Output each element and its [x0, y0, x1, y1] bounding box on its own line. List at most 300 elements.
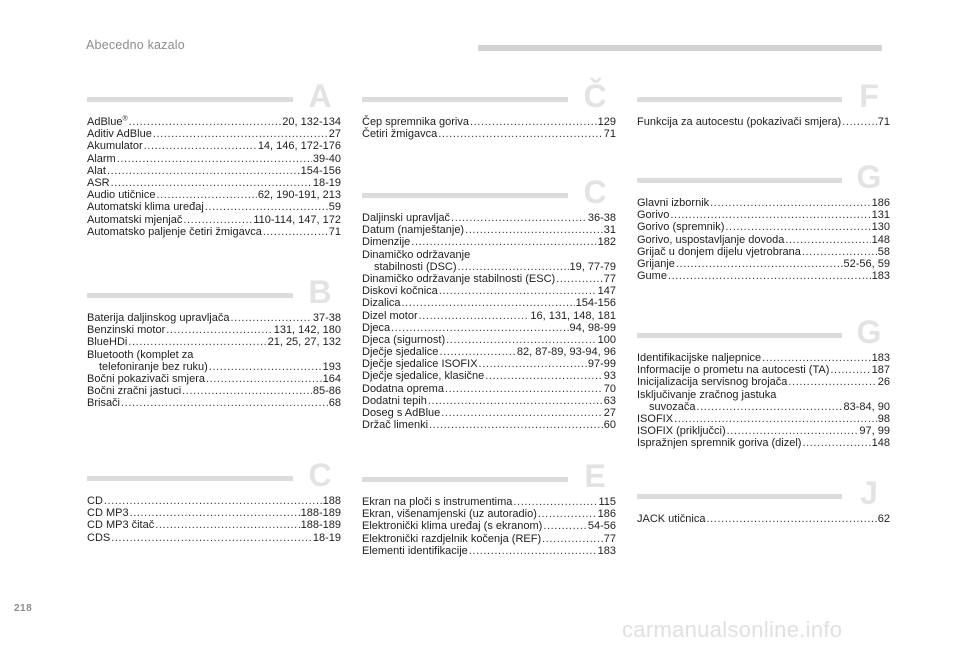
entry-label: [362, 224, 464, 236]
index-entry: [637, 116, 890, 128]
entry-label: [362, 322, 390, 334]
entry-pages: 100: [597, 333, 616, 346]
section-rule: [87, 293, 293, 298]
entry-list: [87, 116, 341, 238]
index-entry: [362, 545, 616, 557]
dot-leader: [391, 322, 568, 334]
entry-label: [87, 361, 208, 373]
entry-label: [87, 495, 103, 507]
entry-label: [362, 395, 427, 407]
dot-leader: [710, 197, 871, 209]
entry-pages: 188: [322, 495, 341, 507]
dot-leader: [696, 401, 842, 413]
section-header: [87, 274, 341, 310]
entry-pages: 26: [877, 376, 890, 389]
entry-label: [362, 383, 444, 395]
entry-label-text: Audio utičnice: [87, 189, 156, 202]
entry-pages: 183: [597, 544, 616, 557]
index-entry: [362, 310, 616, 322]
dot-leader: [446, 334, 597, 346]
section-letter: G: [856, 159, 882, 195]
entry-pages: 77: [603, 272, 616, 285]
entry-pages: 71: [877, 116, 890, 128]
dot-leader: [479, 358, 587, 370]
entry-pages: 36-38: [587, 212, 616, 224]
entry-label: [87, 385, 181, 397]
entry-label: [362, 310, 418, 322]
index-entry: [637, 352, 890, 364]
index-entry: [87, 324, 341, 336]
entry-label: [362, 285, 438, 297]
page-header-title: Abecedno kazalo: [86, 38, 185, 52]
index-entry: [362, 346, 616, 358]
entry-label: [362, 520, 542, 532]
dot-leader: [445, 383, 603, 395]
dot-leader: [470, 116, 597, 128]
entry-pages: 71: [603, 128, 616, 141]
entry-label-text: Baterija daljinskog upravljača: [87, 312, 230, 324]
dot-leader: [157, 189, 257, 201]
index-section: [362, 78, 616, 141]
entry-label: [87, 336, 127, 348]
entry-list: [637, 352, 890, 450]
entry-pages: 18-19: [312, 176, 341, 189]
entry-pages: 94, 98-99: [569, 321, 616, 334]
entry-label: [362, 419, 428, 431]
index-entry: [637, 413, 890, 425]
entry-label-text: Četiri žmigavca: [362, 128, 438, 141]
dot-leader: [785, 234, 870, 246]
dot-leader: [111, 177, 312, 189]
entry-label: [362, 545, 468, 557]
entry-pages: 97-99: [587, 358, 616, 371]
section-header: [362, 174, 616, 210]
index-section: [362, 174, 616, 432]
dot-leader: [725, 221, 870, 233]
entry-label-text: Glavni izbornik: [637, 197, 710, 209]
section-rule: [362, 193, 568, 198]
entry-label: [637, 376, 787, 388]
entry-label-text: Diskovi kočnica: [362, 285, 438, 298]
entry-label: [637, 197, 709, 209]
index-entry: [87, 519, 341, 531]
entry-pages: 83-84, 90: [843, 400, 890, 413]
entry-label: [362, 212, 450, 224]
dot-leader: [205, 201, 328, 213]
dot-leader: [166, 324, 272, 336]
dot-leader: [209, 361, 322, 373]
index-entry: [637, 270, 890, 282]
entry-label: [637, 513, 705, 525]
entry-label-text: Dječje sjedalice: [362, 346, 439, 359]
entry-label: [362, 346, 438, 358]
index-entry: [637, 221, 890, 233]
entry-label-text: Djeca: [362, 321, 391, 334]
entry-label-text: Gorivo (spremnik): [637, 221, 725, 234]
index-section: [87, 274, 341, 410]
entry-pages: 131, 142, 180: [273, 324, 341, 337]
index-entry: [637, 513, 890, 525]
entry-pages: 63: [603, 394, 616, 407]
dot-leader: [129, 116, 282, 128]
index-entry: [87, 397, 341, 409]
entry-label: [637, 246, 801, 258]
dot-leader: [668, 270, 871, 282]
entry-label: [362, 273, 555, 285]
entry-label-text: Elektronički klima uređaj (s ekranom): [362, 520, 543, 533]
index-entry: [362, 520, 616, 532]
index-entry: [362, 358, 616, 370]
dot-leader: [441, 407, 602, 419]
entry-pages: 27: [603, 407, 616, 419]
index-entry: [87, 201, 341, 213]
entry-label-text: Informacije o prometu na autocesti (TA): [637, 364, 830, 377]
entry-pages: 154-156: [575, 297, 616, 310]
dot-leader: [206, 373, 322, 385]
index-entry: [87, 373, 341, 385]
index-entry: [362, 419, 616, 431]
index-entry: [362, 249, 616, 261]
index-section: [637, 314, 890, 450]
entry-label-text: Ekran, višenamjenski (uz autoradio): [362, 508, 537, 521]
index-section: [637, 475, 890, 525]
index-section: [362, 458, 616, 557]
entry-label: [362, 236, 410, 248]
dot-leader: [451, 212, 587, 224]
index-entry: [87, 153, 341, 165]
entry-pages: 110-114, 147, 172: [253, 213, 341, 226]
entry-label-text: Identifikacijske naljepnice: [637, 352, 762, 364]
section-letter: J: [860, 475, 878, 511]
index-entry: [87, 128, 341, 140]
entry-pages: 19, 77-79: [569, 260, 616, 273]
entry-label-text: ISOFIX (priključci): [637, 425, 726, 438]
entry-label-text: JACK utičnica: [637, 513, 706, 525]
entry-label-text: Doseg s AdBlue: [362, 407, 441, 419]
entry-label: [362, 249, 616, 261]
index-entry: [362, 261, 616, 273]
section-letter: E: [584, 458, 606, 494]
entry-pages: 97, 99: [859, 425, 890, 438]
dot-leader: [183, 214, 252, 226]
entry-label: [362, 533, 541, 545]
entry-pages: 147: [597, 285, 616, 298]
index-entry: [87, 507, 341, 519]
entry-label-text: Bočni pokazivači smjera: [87, 372, 205, 385]
entry-label-text: telefoniranje bez ruku): [99, 360, 208, 373]
dot-leader: [117, 153, 312, 165]
entry-label: [87, 397, 120, 409]
entry-label: [362, 334, 445, 346]
entry-label-text: Benzinski motor: [87, 324, 166, 337]
entry-pages: 115: [598, 496, 616, 508]
entry-label-text: Dječje sjedalice ISOFIX: [362, 358, 478, 371]
section-rule: [637, 97, 842, 102]
entry-label: [87, 312, 229, 324]
index-entry: [87, 349, 341, 361]
index-entry: [362, 533, 616, 545]
entry-label-text: CDS: [87, 531, 111, 544]
section-rule: [87, 97, 293, 102]
dot-leader: [104, 495, 322, 507]
entry-label-text: Isključivanje zračnog jastuka: [637, 388, 777, 401]
dot-leader: [419, 310, 530, 322]
entry-label: [637, 389, 890, 401]
entry-label: [87, 128, 152, 140]
entry-label: [637, 352, 761, 364]
dot-leader: [674, 413, 877, 425]
entry-label: [87, 507, 129, 519]
index-entry: [362, 116, 616, 128]
entry-label-text: BlueHDi: [87, 336, 128, 349]
dot-leader: [727, 425, 859, 437]
entry-pages: 71: [328, 225, 341, 238]
entry-label-text: Ispražnjen spremnik goriva (dizel): [637, 437, 802, 450]
dot-leader: [153, 128, 328, 140]
entry-pages: 183: [871, 270, 890, 283]
entry-list: [637, 116, 890, 128]
dot-leader: [107, 165, 300, 177]
dot-leader: [469, 545, 597, 557]
index-entry: [637, 234, 890, 246]
entry-label: [362, 496, 512, 508]
entry-pages: 186: [871, 197, 890, 209]
index-section: [637, 78, 890, 128]
entry-pages: 14, 146, 172-176: [257, 140, 341, 153]
entry-list: [637, 513, 890, 525]
watermark: carmanualsonline.info: [622, 617, 843, 642]
dot-leader: [155, 519, 299, 531]
index-entry: [362, 383, 616, 395]
section-letter: C: [308, 457, 332, 493]
index-entry: [362, 496, 616, 508]
section-header: [362, 78, 616, 114]
entry-label: [362, 508, 537, 520]
entry-pages: 85-86: [312, 385, 341, 398]
entry-label: [87, 189, 156, 201]
entry-label-text: Automatski klima uređaj: [87, 201, 204, 214]
dot-leader: [111, 532, 312, 544]
entry-label-text: Akumulator: [87, 140, 143, 153]
entry-label: [87, 532, 110, 544]
index-section: [637, 159, 890, 283]
entry-label: [87, 153, 116, 165]
entry-label: [87, 140, 143, 152]
dot-leader: [842, 116, 877, 128]
entry-label-text: Gume: [637, 270, 667, 283]
index-entry: [362, 297, 616, 309]
entry-label-text: Bluetooth (komplet za: [87, 348, 194, 361]
dot-leader: [458, 261, 569, 273]
index-entry: [362, 407, 616, 419]
index-entry: [637, 246, 890, 258]
entry-label: [637, 116, 841, 128]
index-entry: [637, 437, 890, 449]
section-header: [637, 475, 890, 511]
entry-pages: 39-40: [312, 152, 341, 165]
index-entry: [637, 209, 890, 221]
dot-leader: [543, 520, 587, 532]
dot-leader: [144, 140, 257, 152]
header-rule: [478, 45, 882, 51]
entry-list: [637, 197, 890, 282]
index-entry: [362, 334, 616, 346]
entry-label-text: Grijač u donjem dijelu vjetrobrana: [637, 245, 801, 258]
entry-pages: 59: [328, 201, 341, 214]
index-entry: [87, 385, 341, 397]
section-letter: G: [856, 314, 882, 350]
entry-pages: 183: [871, 352, 890, 364]
entry-label-text: Dizalica: [362, 297, 401, 310]
index-entry: [362, 224, 616, 236]
index-entry: [637, 389, 890, 401]
index-entry: [362, 370, 616, 382]
index-entry: [637, 258, 890, 270]
entry-label: [362, 116, 469, 128]
dot-leader: [762, 352, 871, 364]
dot-leader: [670, 209, 870, 221]
entry-label-text: Gorivo, uspostavljanje dovoda: [637, 233, 785, 246]
index-entry: [362, 273, 616, 285]
entry-pages: 98: [877, 412, 890, 425]
entry-label-text: Datum (namještanje): [362, 224, 465, 237]
entry-pages: 77: [603, 532, 616, 545]
section-header: [87, 457, 341, 493]
entry-pages: 193: [322, 360, 341, 373]
index-entry: [362, 508, 616, 520]
index-entry: [87, 177, 341, 189]
index-entry: [362, 285, 616, 297]
entry-label-text: Dinamičko održavanje stabilnosti (ESC): [362, 272, 556, 285]
page-number: 218: [14, 603, 33, 614]
entry-label: [362, 407, 440, 419]
entry-pages: 20, 132-134: [282, 116, 341, 128]
entry-pages: 186: [597, 508, 616, 521]
section-letter: C: [583, 174, 607, 210]
entry-label-text: Automatski mjenjač: [87, 213, 183, 226]
index-entry: [637, 401, 890, 413]
entry-label-text: Dizel motor: [362, 309, 418, 322]
entry-label: [87, 177, 110, 189]
dot-leader: [556, 273, 603, 285]
entry-label-text: ISOFIX: [637, 412, 674, 425]
entry-label: [637, 437, 801, 449]
entry-label-text: ASR: [87, 176, 110, 189]
index-entry: [87, 214, 341, 226]
entry-list: [87, 495, 341, 544]
index-entry: [362, 236, 616, 248]
dot-leader: [130, 507, 300, 519]
entry-label-text: stabilnosti (DSC): [374, 260, 457, 273]
entry-pages: 188-189: [300, 519, 341, 532]
entry-label: [87, 226, 262, 238]
entry-label: [637, 364, 829, 376]
entry-pages: 54-56: [587, 520, 616, 533]
entry-pages: 130: [871, 221, 890, 234]
entry-label: [637, 425, 726, 437]
dot-leader: [402, 297, 575, 309]
entry-label-text: Gorivo: [637, 209, 670, 222]
entry-label-text: CD: [87, 495, 103, 507]
entry-label-text: Dodatna oprema: [362, 382, 444, 395]
entry-label-text: Ekran na ploči s instrumentima: [362, 496, 513, 508]
section-rule: [637, 178, 842, 183]
index-entry: [362, 322, 616, 334]
entry-pages: 93: [603, 370, 616, 383]
entry-label: [637, 258, 675, 270]
entry-label: [637, 413, 673, 425]
index-entry: [87, 165, 341, 177]
dot-leader: [676, 258, 843, 270]
entry-pages: 164: [322, 372, 341, 385]
entry-label: [637, 234, 784, 246]
entry-label: [637, 209, 669, 221]
entry-label-text: Djeca (sigurnost): [362, 333, 446, 346]
dot-leader: [121, 397, 328, 409]
section-header: [637, 159, 890, 195]
section-header: [362, 458, 616, 494]
entry-label-text: Grijanje: [637, 257, 675, 270]
entry-pages: 148: [871, 233, 890, 246]
dot-leader: [263, 226, 328, 238]
entry-label: [362, 370, 484, 382]
entry-label-text: Bočni zračni jastuci: [87, 385, 182, 398]
dot-leader: [128, 336, 266, 348]
section-rule: [362, 477, 568, 482]
entry-pages: 82, 87-89, 93-94, 96: [516, 346, 616, 359]
entry-label-text: Dječje sjedalice, klasične: [362, 370, 485, 383]
section-letter: B: [308, 274, 332, 310]
entry-label-text: Daljinski upravljač: [362, 212, 451, 224]
section-rule: [362, 97, 568, 102]
entry-pages: 21, 25, 27, 132: [267, 336, 341, 349]
entry-label-text: AdBlue: [87, 116, 123, 128]
entry-label: [87, 373, 205, 385]
dot-leader: [513, 496, 597, 508]
entry-label-text: Držač limenki: [362, 419, 429, 432]
entry-label-text: Automatsko paljenje četiri žmigavca: [87, 225, 262, 238]
entry-list: [87, 312, 341, 410]
entry-label-text: Alarm: [87, 152, 116, 165]
entry-label-text: CD MP3 čitač: [87, 519, 155, 532]
entry-list: [362, 116, 616, 140]
dot-leader: [439, 285, 597, 297]
section-letter: F: [859, 78, 879, 114]
entry-label-text: Čep spremnika goriva: [362, 116, 469, 128]
dot-leader: [485, 370, 602, 382]
entry-label-text: Dinamičko održavanje: [362, 248, 471, 261]
entry-pages: 148: [871, 437, 890, 450]
entry-pages: 62: [877, 513, 890, 525]
entry-pages: 129: [597, 116, 616, 128]
section-letter: Č: [583, 78, 607, 114]
section-letter: A: [308, 78, 332, 114]
dot-leader: [182, 385, 312, 397]
dot-leader: [788, 376, 876, 388]
entry-pages: 37-38: [312, 312, 341, 324]
entry-label: [87, 519, 154, 531]
dot-leader: [706, 513, 876, 525]
index-entry: [87, 312, 341, 324]
dot-leader: [465, 224, 603, 236]
entry-label-text: Alat: [87, 164, 106, 177]
entry-label-text: CD MP3: [87, 507, 129, 520]
entry-label-text: Inicijalizacija servisnog brojača: [637, 376, 788, 389]
index-entry: [87, 140, 341, 152]
entry-label-text: Funkcija za autocestu (pokazivači smjera): [637, 116, 842, 128]
index-entry: [87, 336, 341, 348]
entry-pages: 18-19: [312, 531, 341, 544]
